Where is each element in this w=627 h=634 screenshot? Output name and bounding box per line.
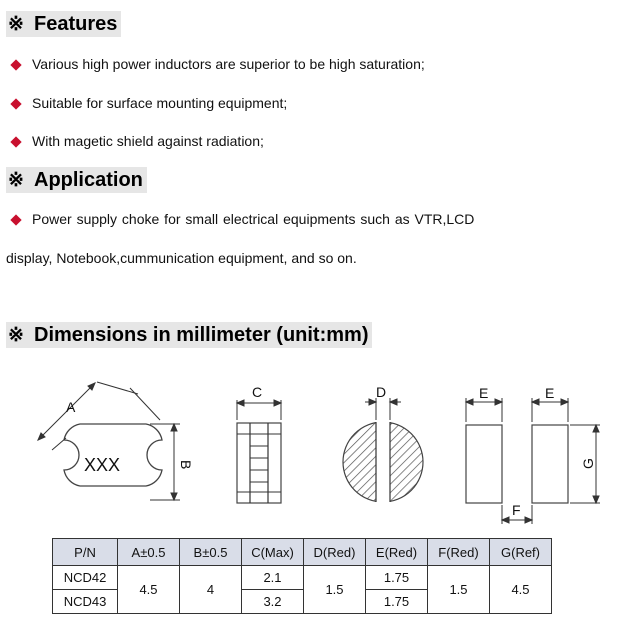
dimensions-table xyxy=(52,538,552,614)
cell-c: 2.1 xyxy=(242,566,304,590)
side-view xyxy=(237,384,281,503)
cell-c: 3.2 xyxy=(242,590,304,614)
features-heading xyxy=(6,11,121,37)
header-pn: P/N xyxy=(53,539,118,566)
header-g: G(Ref) xyxy=(490,539,552,566)
dimensions-heading xyxy=(6,322,372,348)
reference-mark-icon: ※ xyxy=(8,325,24,346)
header-c: C(Max) xyxy=(242,539,304,566)
diamond-bullet-icon xyxy=(10,98,21,109)
dimensions-title: Dimensions in millimeter (unit:mm) xyxy=(34,324,369,346)
feature-item: Suitable for surface mounting equipment; xyxy=(10,95,287,111)
dimension-drawing xyxy=(0,375,627,535)
top-view xyxy=(38,382,194,500)
label-c: C xyxy=(252,384,263,400)
diamond-bullet-icon xyxy=(10,59,21,70)
reference-mark-icon: ※ xyxy=(8,14,24,35)
cell-f: 1.5 xyxy=(428,566,490,614)
reference-mark-icon: ※ xyxy=(8,170,24,191)
application-heading xyxy=(6,167,147,193)
feature-item: Various high power inductors are superior to be high saturation; xyxy=(10,56,425,72)
label-e2: E xyxy=(545,385,555,401)
cell-a: 4.5 xyxy=(118,566,180,614)
application-continuation: display, Notebook,cummunication equipment, and so on. xyxy=(6,250,357,266)
table-row xyxy=(53,566,552,590)
cell-e: 1.75 xyxy=(366,566,428,590)
header-e: E(Red) xyxy=(366,539,428,566)
application-title: Application xyxy=(34,169,143,191)
header-f: F(Red) xyxy=(428,539,490,566)
label-d: D xyxy=(376,384,387,400)
header-d: D(Red) xyxy=(304,539,366,566)
label-e1: E xyxy=(479,385,489,401)
marking-text: XXX xyxy=(84,455,121,475)
diamond-bullet-icon xyxy=(10,136,21,147)
table-header-row xyxy=(53,539,552,566)
cell-pn: NCD42 xyxy=(53,566,118,590)
label-f: F xyxy=(512,502,521,518)
section-view xyxy=(343,384,423,506)
features-title: Features xyxy=(34,13,118,35)
cell-d: 1.5 xyxy=(304,566,366,614)
cell-b: 4 xyxy=(180,566,242,614)
label-a: A xyxy=(66,399,76,415)
cell-pn: NCD43 xyxy=(53,590,118,614)
label-b: B xyxy=(178,460,194,470)
label-g: G xyxy=(580,458,596,469)
diamond-bullet-icon xyxy=(10,214,21,225)
application-item: Power supply choke for small electrical equipments such as VTR,LCD xyxy=(10,211,474,227)
header-b: B±0.5 xyxy=(180,539,242,566)
cell-e: 1.75 xyxy=(366,590,428,614)
land-pattern-view xyxy=(466,385,600,524)
header-a: A±0.5 xyxy=(118,539,180,566)
cell-g: 4.5 xyxy=(490,566,552,614)
feature-item: With magetic shield against radiation; xyxy=(10,133,264,149)
